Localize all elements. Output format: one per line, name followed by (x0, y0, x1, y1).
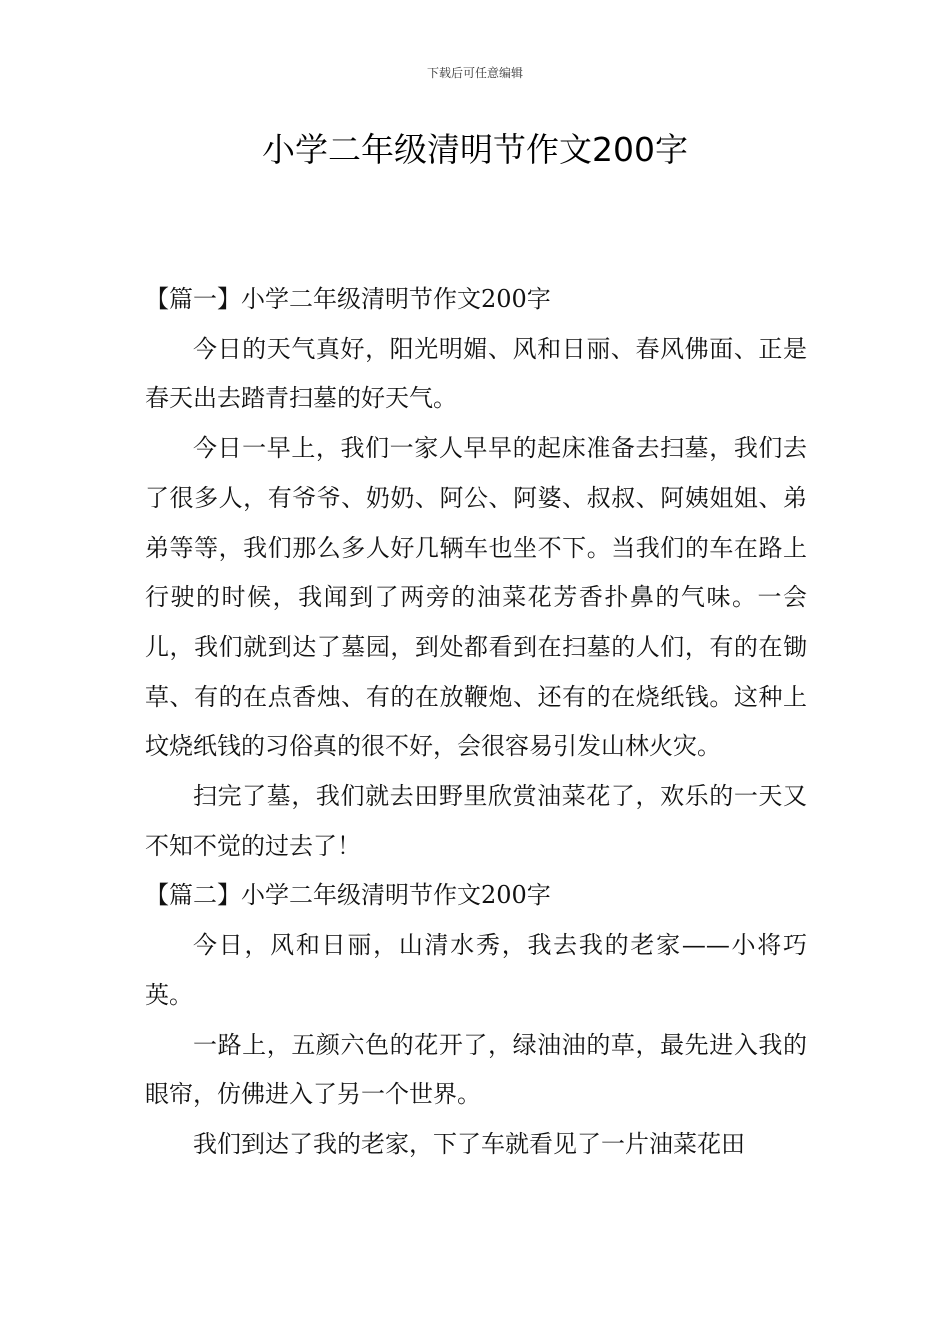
paragraph: 今日的天气真好，阳光明媚、风和日丽、春风佛面、正是春天出去踏青扫墓的好天气。 (145, 334, 807, 413)
paragraph: 扫完了墓，我们就去田野里欣赏油菜花了，欢乐的一天又不知不觉的过去了！ (145, 782, 807, 860)
document-body (145, 275, 807, 1170)
paragraph: 今日，风和日丽，山清水秀，我去我的老家——小将巧英。 (145, 931, 807, 1009)
document-title: 小学二年级清明节作文200字 (262, 130, 688, 169)
paragraph: 一路上，五颜六色的花开了，绿油油的草，最先进入我的眼帘，仿佛进入了另一个世界。 (145, 1030, 807, 1109)
section-heading-1: 【篇一】小学二年级清明节作文200字 (145, 285, 551, 313)
section-heading-2: 【篇二】小学二年级清明节作文200字 (145, 881, 551, 910)
paragraph: 今日一早上，我们一家人早早的起床准备去扫墓，我们去了很多人，有爷爷、奶奶、阿公、阿婆、叔叔、阿姨姐姐、弟弟等等，我们那么多人好几辆车也坐不下。当我们的车在路上行驶的时候，我闻到了两旁的油菜花芳香扑鼻的气味。一会儿，我们就到达了墓园，到处都看到在扫墓的人们，有的在锄草、有的在点香烛、有的在放鞭炮、还有的在烧纸钱。这种上坟烧纸钱的习俗真的很不好，会很容易引发山林火灾。 (145, 434, 807, 761)
paragraph: 我们到达了我的老家，下了车就看见了一片油菜花田 (193, 1129, 745, 1158)
header-note: 下载后可任意编辑 (426, 66, 523, 80)
